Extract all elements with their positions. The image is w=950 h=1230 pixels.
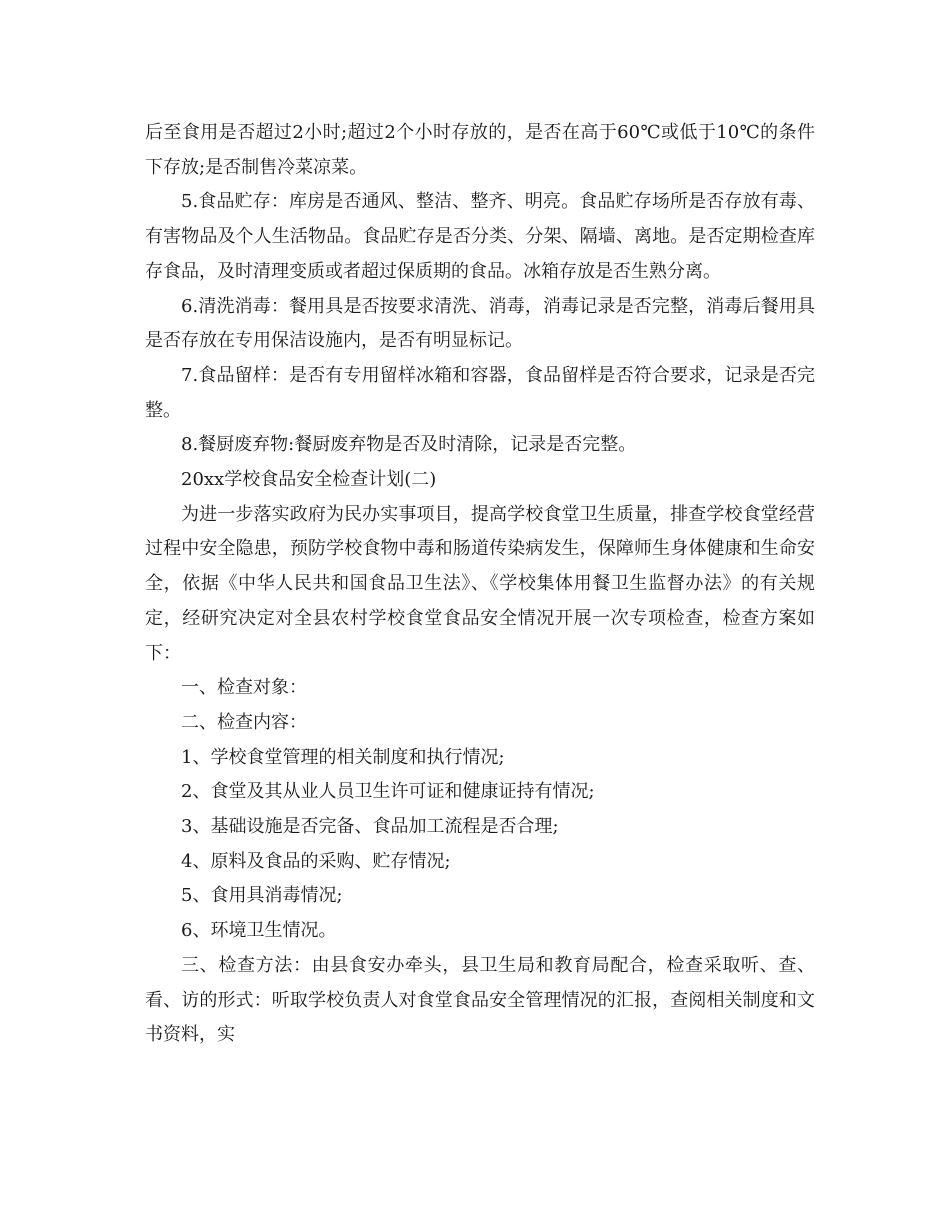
paragraph-plan-intro: 为进一步落实政府为民办实事项目，提高学校食堂卫生质量，排查学校食堂经营过程中安全隐患，预防学校食物中毒和肠道传染病发生，保障师生身体健康和生命安全，依据《中华人民共和国食品卫生法》、《学校集体用餐卫生监督办法》的有关规定，经研究决定对全县农村学校食堂食品安全情况开展一次专项检查，检查方案如下：: [145, 503, 815, 664]
list-item-2: 2、食堂及其从业人员卫生许可证和健康证持有情况;: [181, 781, 595, 803]
document-body: [145, 116, 815, 1053]
section-heading-plan-two: 20xx学校食品安全检查计划(二): [181, 469, 437, 491]
paragraph-inspection-method: 三、检查方法：由县食安办牵头，县卫生局和教育局配合，检查采取听、查、看、访的形式：听取学校负责人对食堂食品安全管理情况的汇报，查阅相关制度和文书资料，实: [145, 954, 815, 1046]
heading-inspection-target: 一、检查对象：: [181, 677, 307, 699]
list-item-1: 1、学校食堂管理的相关制度和执行情况;: [181, 746, 505, 768]
paragraph-storage-time: 后至食用是否超过2小时;超过2个小时存放的，是否在高于60℃或低于10℃的条件下存放;是否制售冷菜凉菜。: [145, 122, 815, 178]
paragraph-kitchen-waste: 8.餐厨废弃物:餐厨废弃物是否及时清除，记录是否完整。: [181, 434, 637, 456]
list-item-5: 5、食用具消毒情况;: [181, 885, 343, 907]
list-item-3: 3、基础设施是否完备、食品加工流程是否合理;: [181, 816, 559, 838]
list-item-4: 4、原料及食品的采购、贮存情况;: [181, 850, 451, 872]
paragraph-food-sample: 7.食品留样：是否有专用留样冰箱和容器，食品留样是否符合要求，记录是否完整。: [145, 364, 815, 421]
paragraph-food-storage: 5.食品贮存：库房是否通风、整洁、整齐、明亮。食品贮存场所是否存放有毒、有害物品及个人生活物品。食品贮存是否分类、分架、隔墙、离地。是否定期检查库存食品，及时清理变质或者超过保质期的食品。冰箱存放是否生熟分离。: [145, 191, 815, 282]
heading-inspection-content: 二、检查内容：: [181, 711, 307, 733]
paragraph-cleaning-disinfection: 6.清洗消毒：餐用具是否按要求清洗、消毒，消毒记录是否完整，消毒后餐用具是否存放在专用保洁设施内，是否有明显标记。: [145, 295, 815, 352]
list-item-6: 6、环境卫生情况。: [181, 920, 337, 942]
